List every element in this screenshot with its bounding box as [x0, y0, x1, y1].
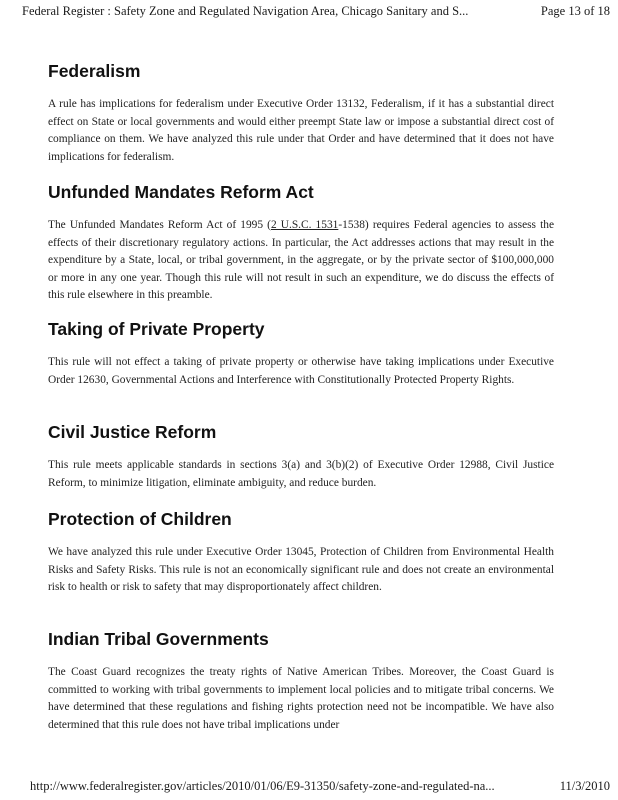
section-body-indian-tribal-governments: The Coast Guard recognizes the treaty rights of Native American Tribes. Moreover, the Coast Guard is committed to working with tribal governments to implement local policies and to mitigate tribal concerns. We have determined that these regulations and fishing rights protection need not be incompatible. We have also determined that this rule does not have tribal implications under: [48, 666, 554, 731]
section-body-federalism: A rule has implications for federalism under Executive Order 13132, Federalism, if it has a substantial direct effect on State or local governments and would either preempt State law or impose a substantial direct cost of compliance on them. We have analyzed this rule under that Order and have determined that it does not have implications for federalism.: [48, 98, 554, 163]
usc-citation-link[interactable]: 2 U.S.C. 1531: [270, 219, 339, 231]
section-body-unfunded-mandates: [48, 217, 554, 305]
section-heading-federalism: Federalism: [48, 61, 141, 81]
footer-url: http://www.federalregister.gov/articles/2010/01/06/E9-31350/safety-zone-and-regulated-na...: [30, 779, 495, 793]
section-heading-indian-tribal-governments: Indian Tribal Governments: [48, 629, 269, 649]
header-page-number: Page 13 of 18: [540, 4, 610, 18]
page-header: [22, 4, 610, 19]
section-body-protection-of-children: We have analyzed this rule under Executive Order 13045, Protection of Children from Environmental Health Risks and Safety Risks. This rule is not an economically significant rule and does not create an environmental risk to health or risk to safety that may disproportionately affect children.: [48, 546, 554, 594]
section-heading-civil-justice-reform: Civil Justice Reform: [48, 422, 217, 442]
section-heading-protection-of-children: Protection of Children: [48, 509, 232, 529]
section-heading-unfunded-mandates: Unfunded Mandates Reform Act: [48, 182, 314, 202]
page-footer: [30, 779, 610, 794]
footer-date: 11/3/2010: [559, 779, 610, 793]
body-text-after-link: -1538) requires Federal agencies to assess the effects of their discretionary regulatory actions. In particular, the Act addresses actions that may result in the expenditure by a State, local, or tribal government, in the aggregate, or by the private sector of $100,000,000 or more in any one year. Though this rule will not result in such an expenditure, we do discuss the effects of this rule elsewhere in this preamble.: [48, 219, 555, 302]
section-body-taking-private-property: This rule will not effect a taking of private property or otherwise have taking implications under Executive Order 12630, Governmental Actions and Interference with Constitutionally Protected Property Rights.: [48, 356, 554, 386]
header-title: Federal Register : Safety Zone and Regulated Navigation Area, Chicago Sanitary and S...: [22, 4, 469, 18]
body-text-before-link: The Unfunded Mandates Reform Act of 1995 (: [48, 219, 271, 231]
section-heading-taking-private-property: Taking of Private Property: [48, 319, 265, 339]
section-body-civil-justice-reform: This rule meets applicable standards in sections 3(a) and 3(b)(2) of Executive Order 12988, Civil Justice Reform, to minimize litigation, eliminate ambiguity, and reduce burden.: [48, 459, 554, 489]
